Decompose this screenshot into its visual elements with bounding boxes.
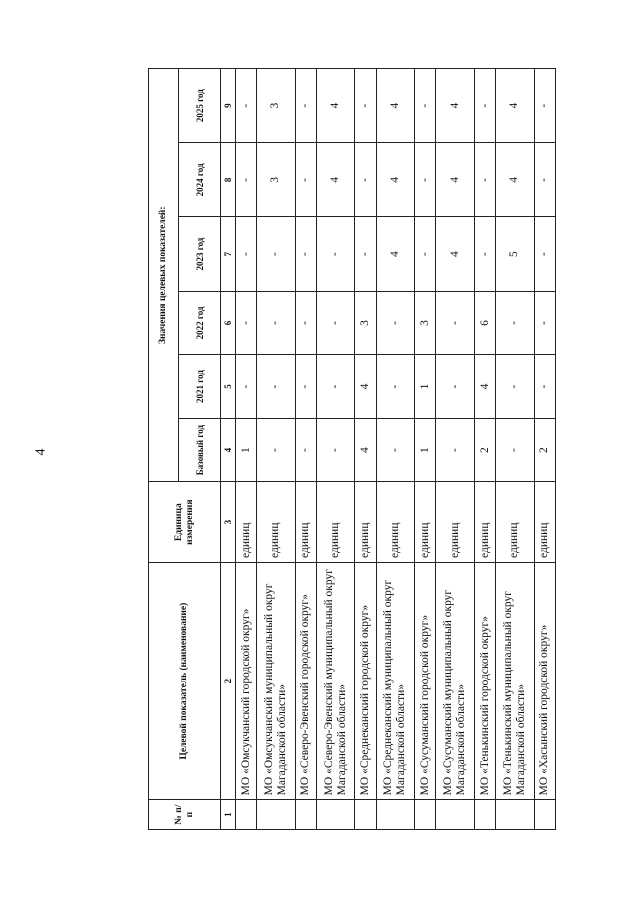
indicator-name-cell: МО «Тенькинский муниципальный округ Магаданской области» (496, 562, 535, 799)
indicator-name-cell: МО «Сусуманский городской округ» (415, 562, 436, 799)
value-2024-cell: - (295, 143, 316, 217)
value-2023-cell: 4 (376, 217, 415, 291)
column-number: 6 (221, 291, 236, 355)
value-2023-cell: - (415, 217, 436, 291)
value-2021-cell: 1 (415, 355, 436, 419)
base-year-cell: - (316, 418, 355, 482)
value-2024-cell: 4 (496, 143, 535, 217)
base-year-cell: - (436, 418, 475, 482)
value-2025-cell: - (534, 69, 555, 143)
value-2023-cell: - (474, 217, 495, 291)
value-2025-cell: 4 (316, 69, 355, 143)
header-2022: 2022 год (179, 291, 221, 355)
table-row (415, 69, 436, 830)
value-2025-cell: 3 (257, 69, 296, 143)
value-2024-cell: 4 (376, 143, 415, 217)
unit-cell: единиц (316, 482, 355, 563)
unit-cell: единиц (236, 482, 257, 563)
value-2022-cell: - (236, 291, 257, 355)
value-2025-cell: - (295, 69, 316, 143)
table-row (355, 69, 376, 830)
table-row (376, 69, 415, 830)
value-2021-cell: - (436, 355, 475, 419)
value-2021-cell: - (316, 355, 355, 419)
header-2021: 2021 год (179, 355, 221, 419)
row-num-cell (295, 800, 316, 830)
value-2025-cell: 4 (436, 69, 475, 143)
base-year-cell: 1 (415, 418, 436, 482)
value-2023-cell: 5 (496, 217, 535, 291)
table-container (148, 68, 556, 830)
unit-cell: единиц (355, 482, 376, 563)
unit-cell: единиц (415, 482, 436, 563)
table-row (534, 69, 555, 830)
value-2024-cell: - (236, 143, 257, 217)
unit-cell: единиц (376, 482, 415, 563)
row-num-cell (496, 800, 535, 830)
value-2024-cell: - (474, 143, 495, 217)
column-number: 8 (221, 143, 236, 217)
unit-cell: единиц (436, 482, 475, 563)
header-unit: Единица измерения (149, 482, 221, 563)
row-num-cell (236, 800, 257, 830)
header-name: Целевой показатель (наименование) (149, 562, 221, 799)
value-2024-cell: 3 (257, 143, 296, 217)
table-row (316, 69, 355, 830)
value-2022-cell: - (316, 291, 355, 355)
value-2025-cell: - (415, 69, 436, 143)
value-2025-cell: - (355, 69, 376, 143)
value-2021-cell: - (236, 355, 257, 419)
indicator-name-cell: МО «Северо-Эвенский муниципальный округ Магаданской области» (316, 562, 355, 799)
column-number-row (221, 69, 236, 830)
unit-cell: единиц (257, 482, 296, 563)
row-num-cell (436, 800, 475, 830)
unit-cell: единиц (496, 482, 535, 563)
table-row (295, 69, 316, 830)
value-2021-cell: - (496, 355, 535, 419)
value-2023-cell: - (534, 217, 555, 291)
value-2023-cell: - (236, 217, 257, 291)
table-row (436, 69, 475, 830)
value-2022-cell: - (436, 291, 475, 355)
column-number: 7 (221, 217, 236, 291)
value-2025-cell: 4 (496, 69, 535, 143)
base-year-cell: 4 (355, 418, 376, 482)
base-year-cell: - (257, 418, 296, 482)
unit-cell: единиц (295, 482, 316, 563)
indicator-name-cell: МО «Сусуманский муниципальный округ Магаданской области» (436, 562, 475, 799)
row-num-cell (534, 800, 555, 830)
value-2024-cell: 4 (316, 143, 355, 217)
value-2025-cell: 4 (376, 69, 415, 143)
value-2021-cell: 4 (474, 355, 495, 419)
base-year-cell: 1 (236, 418, 257, 482)
value-2024-cell: - (415, 143, 436, 217)
column-number: 1 (221, 800, 236, 830)
value-2021-cell: - (534, 355, 555, 419)
value-2025-cell: - (236, 69, 257, 143)
column-number: 4 (221, 418, 236, 482)
value-2021-cell: - (376, 355, 415, 419)
value-2022-cell: - (295, 291, 316, 355)
value-2022-cell: 3 (415, 291, 436, 355)
indicator-name-cell: МО «Среднеканский городской округ» (355, 562, 376, 799)
table-row (474, 69, 495, 830)
value-2021-cell: 4 (355, 355, 376, 419)
page-number: 4 (33, 448, 49, 456)
base-year-cell: - (376, 418, 415, 482)
value-2023-cell: - (355, 217, 376, 291)
table-row (257, 69, 296, 830)
column-number: 9 (221, 69, 236, 143)
value-2022-cell: - (257, 291, 296, 355)
indicator-table (148, 68, 556, 830)
indicator-name-cell: МО «Омсукчанский муниципальный округ Магаданской области» (257, 562, 296, 799)
base-year-cell: - (496, 418, 535, 482)
header-2025: 2025 год (179, 69, 221, 143)
row-num-cell (257, 800, 296, 830)
value-2024-cell: - (355, 143, 376, 217)
indicator-name-cell: МО «Тенькинский городской округ» (474, 562, 495, 799)
base-year-cell: - (295, 418, 316, 482)
header-2023: 2023 год (179, 217, 221, 291)
value-2022-cell: - (496, 291, 535, 355)
indicator-name-cell: МО «Среднеканский муниципальный округ Магаданской области» (376, 562, 415, 799)
value-2022-cell: - (534, 291, 555, 355)
row-num-cell (376, 800, 415, 830)
indicator-name-cell: МО «Омсукчанский городской округ» (236, 562, 257, 799)
column-number: 2 (221, 562, 236, 799)
value-2022-cell: 6 (474, 291, 495, 355)
base-year-cell: 2 (534, 418, 555, 482)
table-row (236, 69, 257, 830)
value-2021-cell: - (295, 355, 316, 419)
value-2024-cell: 4 (436, 143, 475, 217)
value-2023-cell: - (316, 217, 355, 291)
value-2023-cell: 4 (436, 217, 475, 291)
row-num-cell (316, 800, 355, 830)
table-row (496, 69, 535, 830)
unit-cell: единиц (534, 482, 555, 563)
header-values-group: Значения целевых показателей: (149, 69, 179, 482)
value-2022-cell: 3 (355, 291, 376, 355)
indicator-name-cell: МО «Хасынский городской округ» (534, 562, 555, 799)
table-body (236, 69, 556, 830)
unit-cell: единиц (474, 482, 495, 563)
header-2024: 2024 год (179, 143, 221, 217)
column-number: 5 (221, 355, 236, 419)
value-2024-cell: - (534, 143, 555, 217)
indicator-name-cell: МО «Северо-Эвенский городской округ» (295, 562, 316, 799)
base-year-cell: 2 (474, 418, 495, 482)
value-2021-cell: - (257, 355, 296, 419)
header-base-year: Базовый год (179, 418, 221, 482)
value-2022-cell: - (376, 291, 415, 355)
row-num-cell (415, 800, 436, 830)
value-2023-cell: - (257, 217, 296, 291)
column-number: 3 (221, 482, 236, 563)
value-2023-cell: - (295, 217, 316, 291)
row-num-cell (355, 800, 376, 830)
value-2025-cell: - (474, 69, 495, 143)
header-num: № п/п (149, 800, 221, 830)
row-num-cell (474, 800, 495, 830)
